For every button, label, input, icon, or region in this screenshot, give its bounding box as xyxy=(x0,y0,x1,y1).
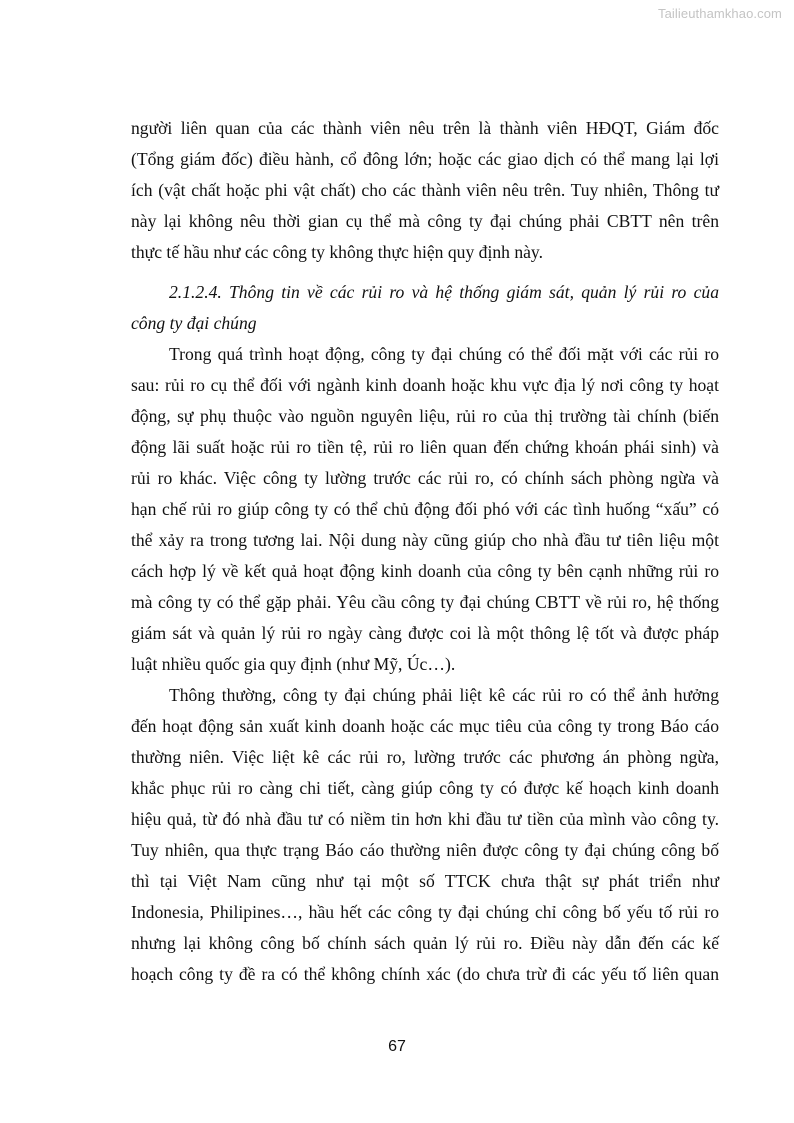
text-line: hoạch công ty đề ra có thể không chính xác (do chưa trừ đi các yếu tố liên quan xyxy=(131,964,719,984)
text-line: này lại không nêu thời gian cụ thể mà công ty đại chúng phải CBTT nên trên xyxy=(131,211,719,231)
text-line: động lãi suất hoặc rủi ro tiền tệ, rủi ro liên quan đến chứng khoán phái sinh) và xyxy=(131,437,719,457)
text-line: sau: rủi ro cụ thể đối với ngành kinh doanh hoặc khu vực địa lý nơi công ty hoạt xyxy=(131,375,719,395)
text-line: động, sự phụ thuộc vào nguồn nguyên liệu, rủi ro của thị trường tài chính (biến xyxy=(131,406,719,426)
text-line: mà công ty có thể gặp phải. Yêu cầu công ty đại chúng CBTT về rủi ro, hệ thống xyxy=(131,592,719,612)
text-line: khắc phục rủi ro càng chi tiết, càng giúp công ty có được kế hoạch kinh doanh xyxy=(131,778,719,798)
text-line: cách hợp lý về kết quả hoạt động kinh doanh của công ty bên cạnh những rủi ro xyxy=(131,561,719,581)
text-line: Tuy nhiên, qua thực trạng Báo cáo thường niên được công ty đại chúng công bố xyxy=(131,840,719,860)
paragraph-annual-report xyxy=(131,680,719,990)
section-heading xyxy=(131,277,719,339)
text-line: thì tại Việt Nam cũng như tại một số TTCK chưa thật sự phát triển như xyxy=(131,871,719,891)
text-line: đến hoạt động sản xuất kinh doanh hoặc các mục tiêu của công ty trong Báo cáo xyxy=(131,716,719,736)
text-line: ích (vật chất hoặc phi vật chất) cho các thành viên nêu trên. Tuy nhiên, Thông tư xyxy=(131,180,719,200)
text-line: Thông thường, công ty đại chúng phải liệt kê các rủi ro có thể ảnh hưởng xyxy=(169,685,719,705)
text-line: rủi ro khác. Việc công ty lường trước các rủi ro, có chính sách phòng ngừa và xyxy=(131,468,719,488)
paragraph-continuation xyxy=(131,113,719,268)
paragraph-risks xyxy=(131,339,719,680)
heading-line: 2.1.2.4. Thông tin về các rủi ro và hệ thống giám sát, quản lý rủi ro của xyxy=(169,282,719,302)
heading-line: công ty đại chúng xyxy=(131,313,257,333)
text-line: thường niên. Việc liệt kê các rủi ro, lường trước các phương án phòng ngừa, xyxy=(131,747,719,767)
page-number: 67 xyxy=(388,1038,406,1055)
text-line: Trong quá trình hoạt động, công ty đại chúng có thể đối mặt với các rủi ro xyxy=(169,344,719,364)
text-line: hạn chế rủi ro giúp công ty có thể chủ động đối phó với các tình huống “xấu” có xyxy=(131,499,719,519)
text-line: Indonesia, Philipines…, hầu hết các công ty đại chúng chỉ công bố yếu tố rủi ro xyxy=(131,902,719,922)
page-body xyxy=(131,113,719,990)
text-line: luật nhiều quốc gia quy định (như Mỹ, Úc…). xyxy=(131,654,456,674)
text-line: thể xảy ra trong tương lai. Nội dung này cũng giúp cho nhà đầu tư tiên liệu một xyxy=(131,530,719,550)
text-line: (Tổng giám đốc) điều hành, cổ đông lớn; hoặc các giao dịch có thể mang lại lợi xyxy=(131,149,719,169)
text-line: người liên quan của các thành viên nêu trên là thành viên HĐQT, Giám đốc xyxy=(131,118,719,138)
watermark: Tailieuthamkhao.com xyxy=(657,6,782,21)
text-line: giám sát và quản lý rủi ro ngày càng được coi là một thông lệ tốt và được pháp xyxy=(131,623,719,643)
text-line: hiệu quả, từ đó nhà đầu tư có niềm tin hơn khi đầu tư tiền của mình vào công ty. xyxy=(131,809,719,829)
text-line: thực tế hầu như các công ty không thực hiện quy định này. xyxy=(131,242,543,262)
text-line: nhưng lại không công bố chính sách quản lý rủi ro. Điều này dẫn đến các kế xyxy=(131,933,719,953)
